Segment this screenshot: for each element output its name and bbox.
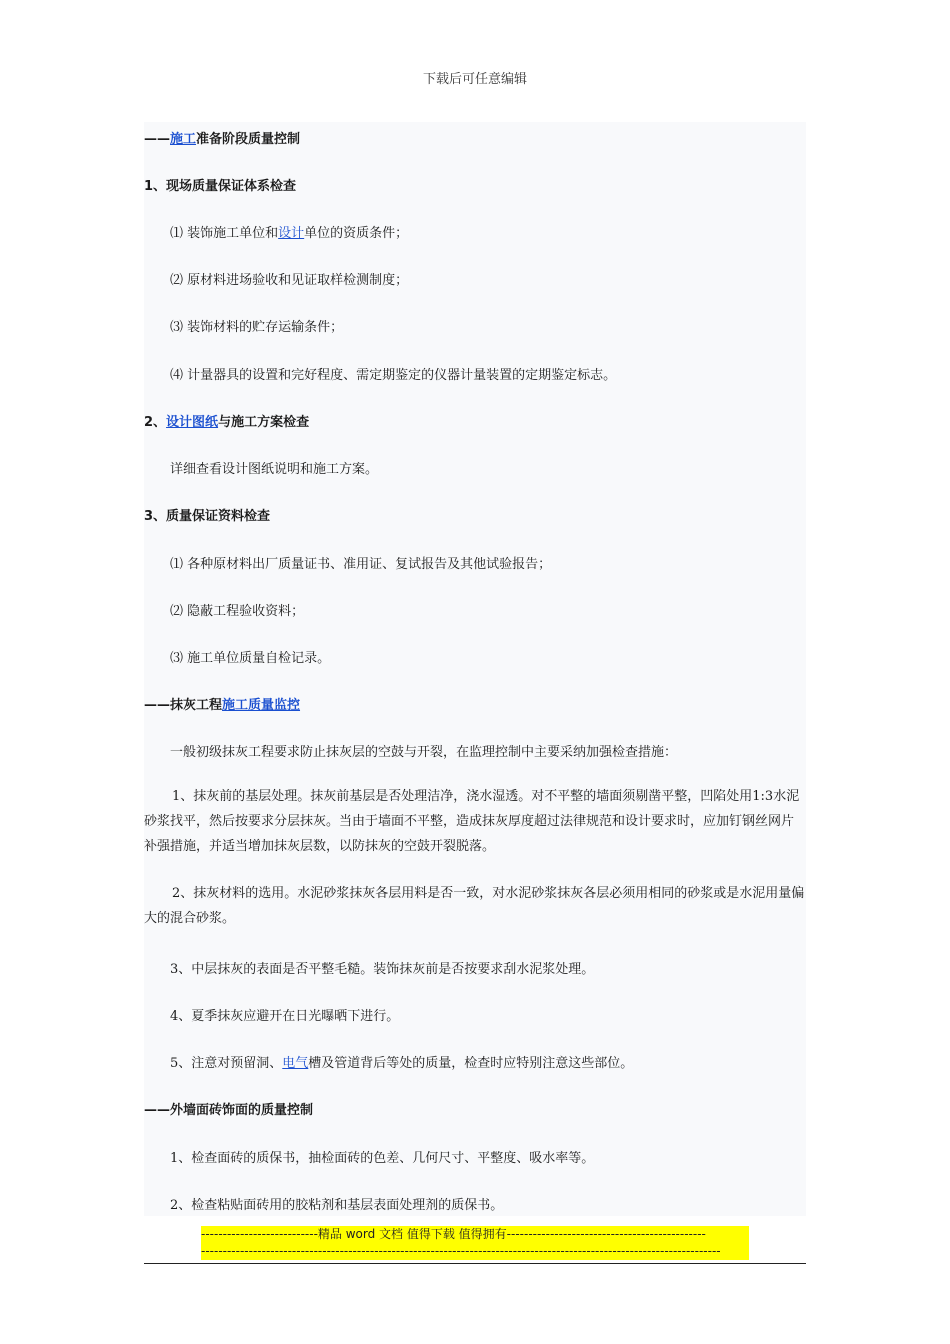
paragraph: 详细查看设计图纸说明和施工方案。 bbox=[170, 462, 379, 477]
link-construction[interactable]: 施工 bbox=[170, 132, 197, 147]
subheading-quality-system: 1、现场质量保证体系检查 bbox=[144, 179, 297, 194]
list-item: ⑷ 计量器具的设置和完好程度、需定期鉴定的仪器计量装置的定期鉴定标志。 bbox=[170, 368, 617, 383]
paragraph: 2、抹灰材料的选用。水泥砂浆抹灰各层用料是否一致，对水泥砂浆抹灰各层必须用相同的砂浆或是水泥用量偏大的混合砂浆。 bbox=[144, 886, 805, 926]
list-item: ⑵ 隐蔽工程验收资料； bbox=[170, 604, 305, 619]
heading-prefix: ——抹灰工程 bbox=[144, 698, 223, 713]
paragraph: 3、中层抹灰的表面是否平整毛糙。装饰抹灰前是否按要求刮水泥浆处理。 bbox=[170, 962, 595, 977]
item-text: ⑴ 装饰施工单位和 bbox=[170, 226, 279, 241]
list-item: ⑶ 装饰材料的贮存运输条件； bbox=[170, 320, 344, 335]
subheading-quality-documents: 3、质量保证资料检查 bbox=[144, 509, 271, 524]
paragraph: 1、检查面砖的质保书，抽检面砖的色差、几何尺寸、平整度、吸水率等。 bbox=[170, 1151, 595, 1166]
paragraph bbox=[170, 1052, 633, 1071]
footer-line: ---------------------------精品 word 文档 值得下载 值得拥有---------------------------------------------- bbox=[201, 1227, 706, 1241]
paragraph-text: 槽及管道背后等处的质量，检查时应特别注意这些部位。 bbox=[308, 1056, 634, 1071]
document-body bbox=[144, 122, 806, 1216]
heading-number: 2、 bbox=[144, 415, 167, 430]
paragraph: 4、夏季抹灰应避开在日光曝晒下进行。 bbox=[170, 1009, 400, 1024]
link-quality-monitoring[interactable]: 施工质量监控 bbox=[222, 698, 301, 713]
footer-banner bbox=[201, 1226, 749, 1260]
paragraph: 2、检查粘贴面砖用的胶粘剂和基层表面处理剂的质保书。 bbox=[170, 1198, 504, 1213]
heading-prefix: —— bbox=[144, 132, 170, 147]
section-heading-plastering bbox=[144, 694, 300, 713]
list-item: ⑶ 施工单位质量自检记录。 bbox=[170, 651, 331, 666]
list-item bbox=[170, 222, 408, 241]
section-heading-preparation bbox=[144, 128, 300, 147]
page-header: 下载后可任意编辑 bbox=[422, 72, 527, 87]
heading-suffix: 准备阶段质量控制 bbox=[196, 132, 301, 147]
item-text: 单位的资质条件； bbox=[304, 226, 409, 241]
paragraph: 1、抹灰前的基层处理。抹灰前基层是否处理洁净，浇水湿透。对不平整的墙面须剔凿平整，凹陷处用1:3水泥砂浆找平，然后按要求分层抹灰。当由于墙面不平整，造成抹灰厚度超过法律规范和设计要求时，应加钉钢丝网片补强措施，并适当增加抹灰层数，以防抹灰的空鼓开裂脱落。 bbox=[144, 789, 800, 854]
link-electrical[interactable]: 电气 bbox=[282, 1056, 309, 1071]
section-heading-tiles: ——外墙面砖饰面的质量控制 bbox=[144, 1103, 314, 1118]
heading-suffix: 与施工方案检查 bbox=[218, 415, 310, 430]
link-design[interactable]: 设计 bbox=[278, 226, 305, 241]
list-item: ⑵ 原材料进场验收和见证取样检测制度； bbox=[170, 273, 409, 288]
footer-divider bbox=[144, 1263, 806, 1264]
link-design-drawings[interactable]: 设计图纸 bbox=[166, 415, 219, 430]
paragraph-text: 5、注意对预留洞、 bbox=[170, 1056, 283, 1071]
paragraph: 一般初级抹灰工程要求防止抹灰层的空鼓与开裂，在监理控制中主要采纳加强检查措施： bbox=[170, 745, 678, 760]
list-item: ⑴ 各种原材料出厂质量证书、准用证、复试报告及其他试验报告； bbox=[170, 557, 552, 572]
subheading-design-drawings bbox=[144, 411, 309, 430]
footer-line: ------------------------------------------------------------------------------------------------------------------------ bbox=[201, 1244, 721, 1258]
